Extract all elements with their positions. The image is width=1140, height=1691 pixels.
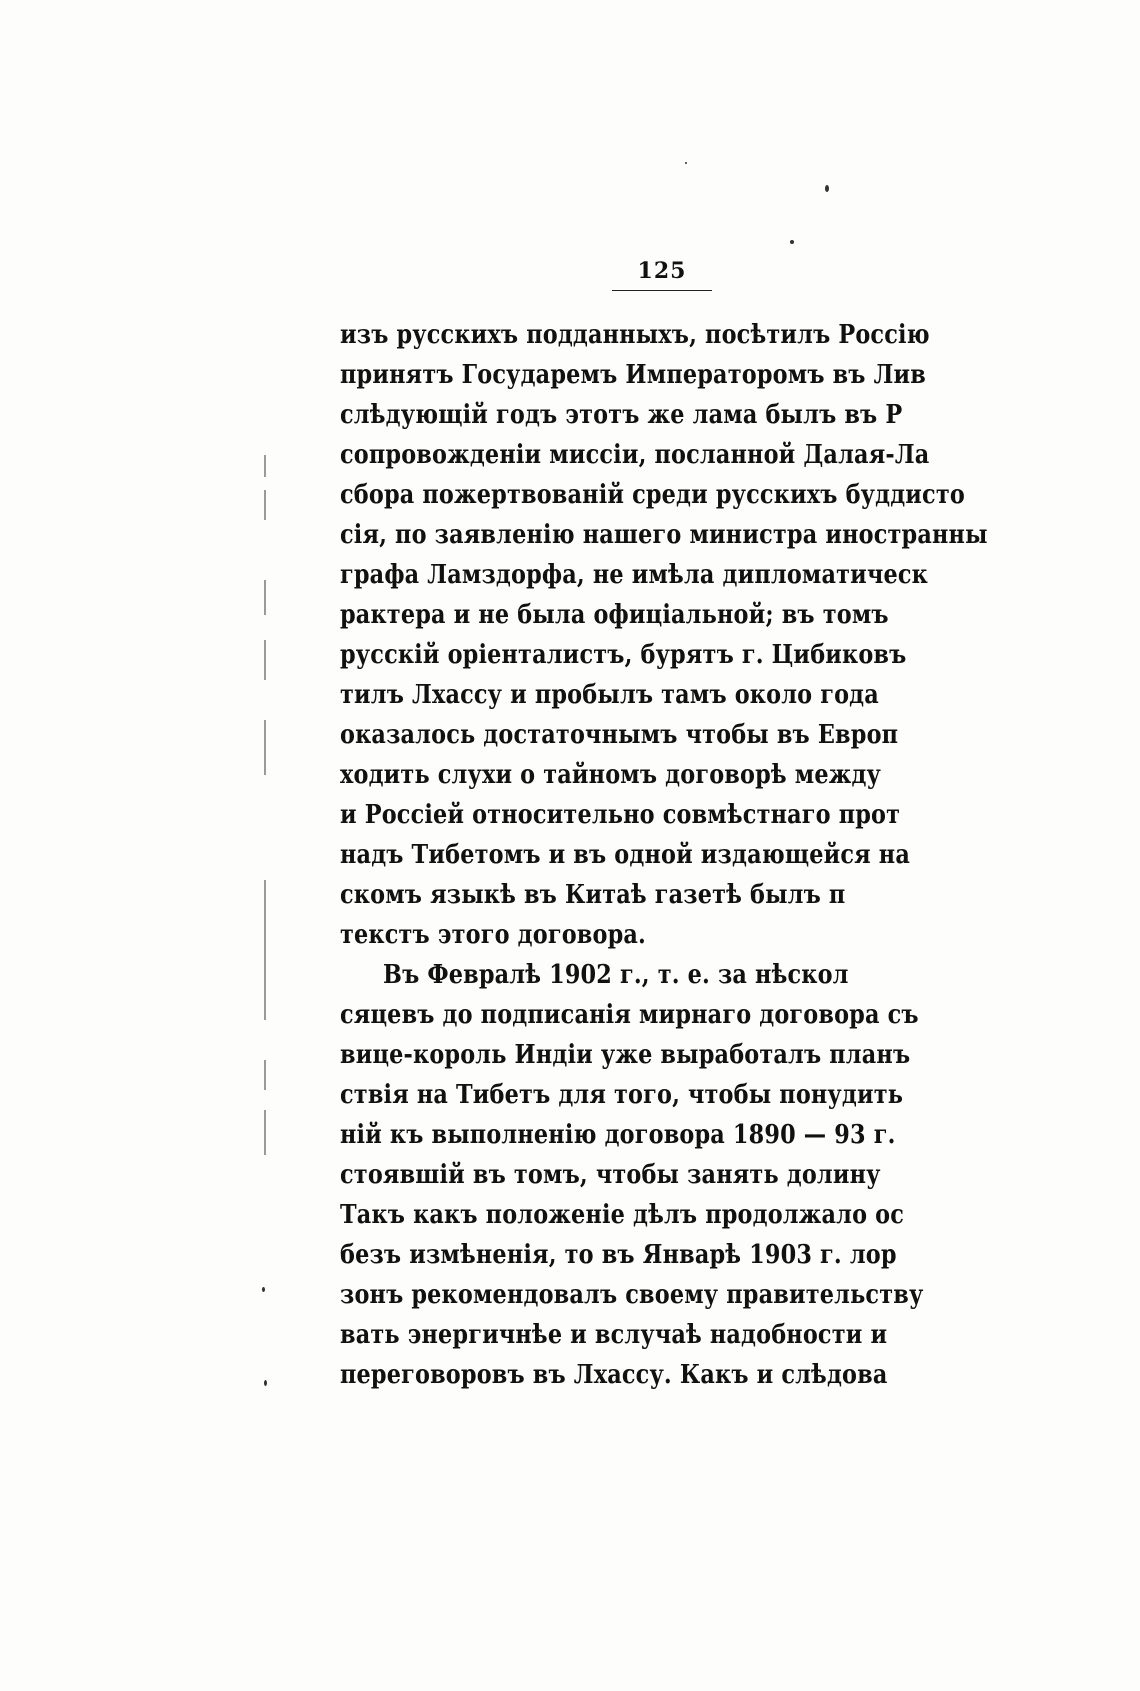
text-line: сія, по заявленію нашего министра иностранны bbox=[340, 520, 988, 550]
text-line: стоявшій въ томъ, чтобы занять долину bbox=[340, 1160, 881, 1190]
scan-margin-mark bbox=[264, 580, 266, 615]
scan-speck bbox=[264, 1380, 267, 1386]
scan-speck bbox=[685, 162, 687, 164]
scan-margin-mark bbox=[264, 1060, 266, 1090]
text-line: рактера и не была офиціальной; въ томъ bbox=[340, 600, 889, 630]
scan-speck bbox=[262, 1287, 265, 1292]
page-number: 125 bbox=[637, 258, 687, 284]
scan-speck bbox=[790, 240, 794, 244]
scan-margin-mark bbox=[264, 455, 266, 477]
page-number-rule bbox=[612, 290, 712, 291]
scan-margin-mark bbox=[264, 640, 266, 680]
text-line: зонъ рекомендовалъ своему правительству bbox=[340, 1280, 924, 1310]
paragraph-start-line: Въ Февралѣ 1902 г., т. е. за нѣскол bbox=[383, 960, 849, 990]
text-line: надъ Тибетомъ и въ одной издающейся на bbox=[340, 840, 910, 870]
text-line: вице-король Индіи уже выработалъ планъ bbox=[340, 1040, 911, 1070]
text-line: ходить слухи о тайномъ договорѣ между bbox=[340, 760, 882, 790]
text-line: сяцевъ до подписанія мирнаго договора съ bbox=[340, 1000, 919, 1030]
text-line: графа Ламздорфа, не имѣла дипломатическ bbox=[340, 560, 928, 590]
scan-speck bbox=[825, 185, 829, 192]
text-line: сопровожденіи миссіи, посланной Далая-Ла bbox=[340, 440, 930, 470]
text-line: оказалось достаточнымъ чтобы въ Европ bbox=[340, 720, 899, 750]
text-line: русскій оріенталистъ, бурятъ г. Цибиковъ bbox=[340, 640, 907, 670]
body-text bbox=[340, 315, 988, 1390]
text-line: и Россіей относительно совмѣстнаго прот bbox=[340, 800, 901, 830]
text-line: сбора пожертвованій среди русскихъ буддисто bbox=[340, 480, 965, 510]
text-line: ній къ выполненію договора 1890 — 93 г. bbox=[340, 1120, 896, 1150]
text-line: тилъ Лхассу и пробылъ тамъ около года bbox=[340, 680, 879, 710]
text-line: принятъ Государемъ Императоромъ въ Лив bbox=[340, 360, 927, 390]
scan-margin-mark bbox=[264, 490, 266, 520]
scan-margin-mark bbox=[264, 1110, 266, 1155]
text-line: слѣдующій годъ этотъ же лама былъ въ Р bbox=[340, 400, 903, 430]
text-line: текстъ этого договора. bbox=[340, 920, 646, 950]
text-line: Такъ какъ положеніе дѣлъ продолжало ос bbox=[340, 1200, 904, 1230]
scan-margin-mark bbox=[264, 880, 266, 1020]
text-line: переговоровъ въ Лхассу. Какъ и слѣдова bbox=[340, 1360, 888, 1390]
text-line: вать энергичнѣе и вслучаѣ надобности и bbox=[340, 1320, 888, 1350]
text-line: ствія на Тибетъ для того, чтобы понудить bbox=[340, 1080, 904, 1110]
text-line: безъ измѣненія, то въ Январѣ 1903 г. лор bbox=[340, 1240, 897, 1270]
text-line: изъ русскихъ подданныхъ, посѣтилъ Россію bbox=[340, 320, 930, 350]
scan-margin-mark bbox=[264, 720, 266, 775]
text-line: скомъ языкѣ въ Китаѣ газетѣ былъ п bbox=[340, 880, 846, 910]
